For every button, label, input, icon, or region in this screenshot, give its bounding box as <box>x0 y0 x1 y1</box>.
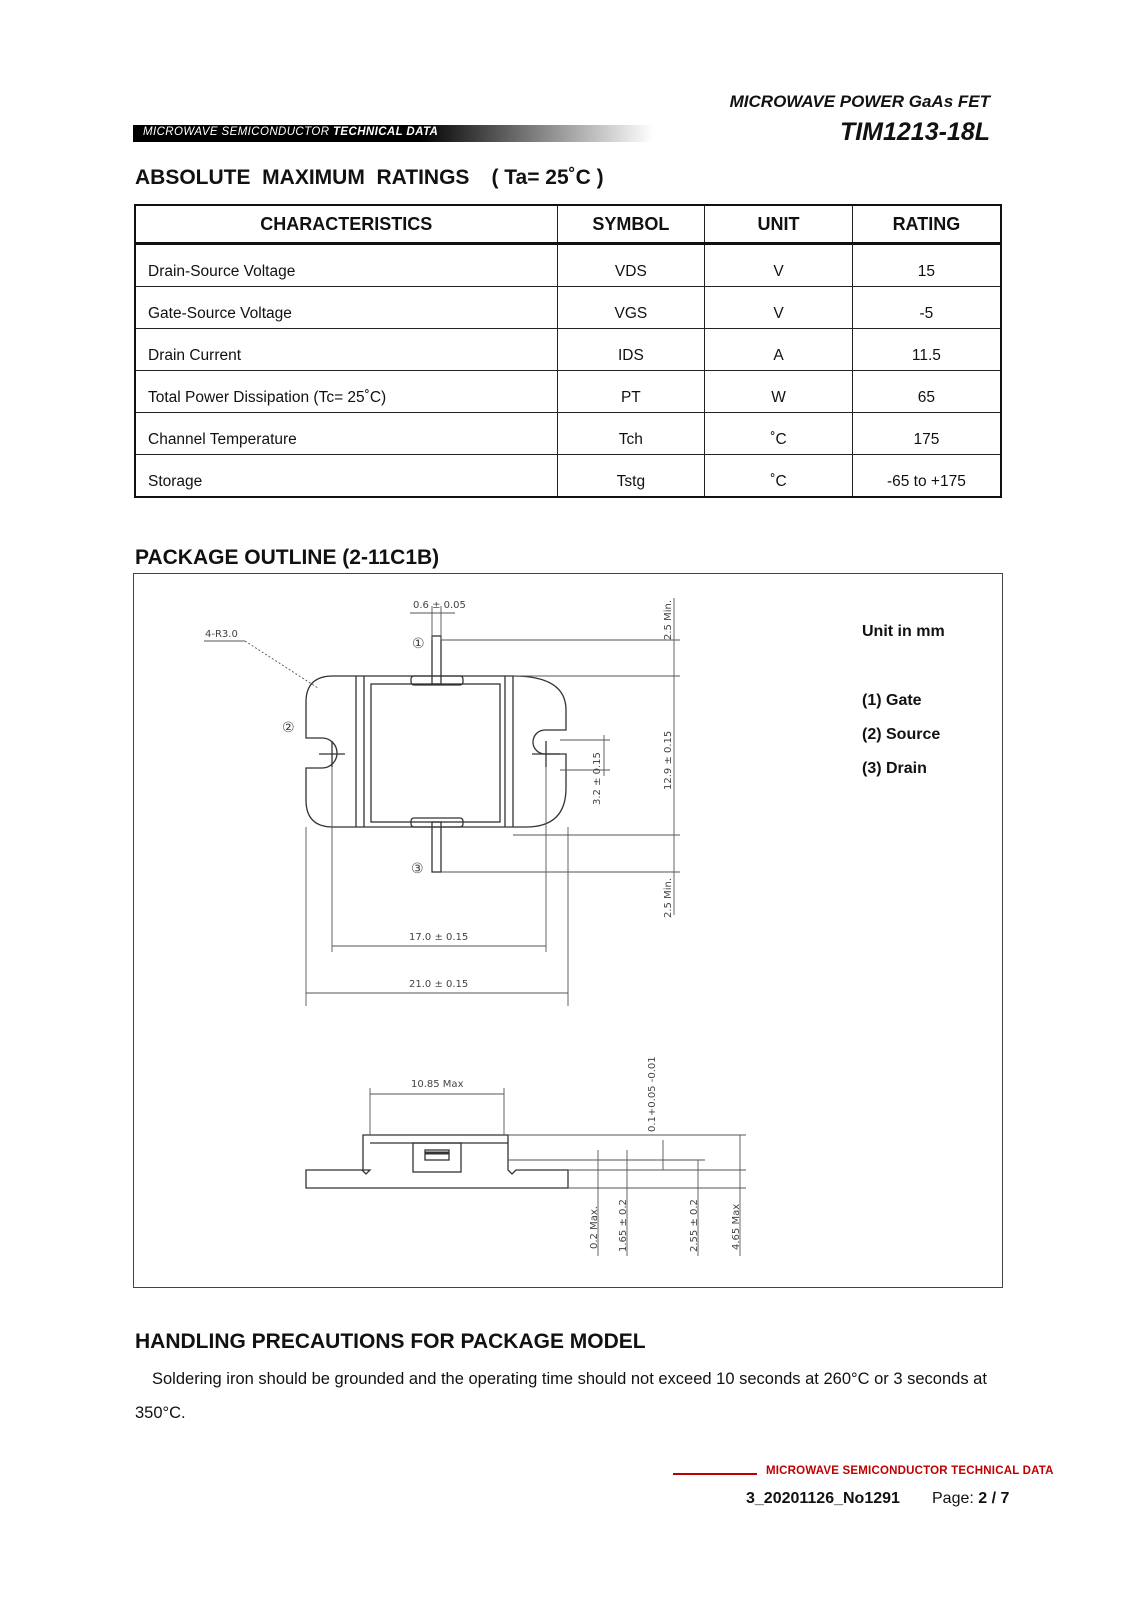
dim-side-width: 10.85 Max <box>411 1079 464 1090</box>
package-flange-outline <box>306 676 566 827</box>
handling-text: Soldering iron should be grounded and the operating time should not exceed 10 seconds at 260°C or 3 seconds at 350°C. <box>135 1370 987 1422</box>
rating-cell: -65 to +175 <box>852 455 1001 498</box>
rating-cell: 15 <box>852 244 1001 287</box>
characteristic-cell: Channel Temperature <box>135 413 557 455</box>
rating-cell: 175 <box>852 413 1001 455</box>
symbol-cell: Tch <box>557 413 705 455</box>
symbol-cell: PT <box>557 371 705 413</box>
ratings-title-text: ABSOLUTE MAXIMUM RATINGS <box>135 166 470 189</box>
dim-flange-thick: 1.65 ± 0.2 <box>618 1199 629 1252</box>
pin1-marker: ① <box>412 636 425 652</box>
header-band-text-a: MICROWAVE SEMICONDUCTOR <box>143 126 333 138</box>
unit-cell: V <box>705 287 853 329</box>
package-title: PACKAGE OUTLINE (2-11C1B) <box>135 546 440 569</box>
dim-inner-width: 17.0 ± 0.15 <box>409 932 469 943</box>
symbol-cell: Tstg <box>557 455 705 498</box>
symbol-cell: VDS <box>557 244 705 287</box>
page-label: Page: <box>932 1490 979 1507</box>
unit-cell: W <box>705 371 853 413</box>
characteristic-cell: Drain Current <box>135 329 557 371</box>
dim-total-height: 4.65 Max <box>731 1203 742 1250</box>
dim-seat: 2.55 ± 0.2 <box>689 1199 700 1252</box>
dim-outer-width: 21.0 ± 0.15 <box>409 979 469 990</box>
header-band-text-b: TECHNICAL DATA <box>333 126 439 138</box>
gate-lead <box>432 636 441 684</box>
symbol-cell: VGS <box>557 287 705 329</box>
column-header: UNIT <box>705 205 853 244</box>
product-type: MICROWAVE POWER GaAs FET <box>729 92 990 111</box>
package-lid <box>371 684 500 822</box>
column-header: CHARACTERISTICS <box>135 205 557 244</box>
dim-slot: 3.2 ± 0.15 <box>592 752 603 805</box>
unit-cell: ˚C <box>705 413 853 455</box>
dim-flange-gap: 0.2 Max. <box>589 1206 600 1249</box>
unit-cell: V <box>705 244 853 287</box>
characteristic-cell: Storage <box>135 455 557 498</box>
document-id: 3_20201126_No1291 <box>746 1490 900 1507</box>
rating-cell: 11.5 <box>852 329 1001 371</box>
pin-legend-gate: (1) Gate <box>862 692 922 709</box>
dim-body-height: 12.9 ± 0.15 <box>663 730 674 790</box>
characteristic-cell: Drain-Source Voltage <box>135 244 557 287</box>
drain-lead <box>432 822 441 872</box>
unit-note: Unit in mm <box>862 623 945 640</box>
page-number <box>932 1490 1009 1508</box>
dim-lead-width: 0.6 ± 0.05 <box>413 600 466 611</box>
rating-cell: 65 <box>852 371 1001 413</box>
pin2-marker: ② <box>282 720 295 736</box>
characteristic-cell: Gate-Source Voltage <box>135 287 557 329</box>
column-header: SYMBOL <box>557 205 705 244</box>
unit-cell: ˚C <box>705 455 853 498</box>
dim-lead-len-top: 2.5 Min. <box>663 599 674 640</box>
dim-radius: 4-R3.0 <box>205 629 238 640</box>
pin-legend-drain: (3) Drain <box>862 760 927 777</box>
footer-rule <box>673 1473 757 1475</box>
page-value: 2 / 7 <box>978 1490 1010 1507</box>
handling-title: HANDLING PRECAUTIONS FOR PACKAGE MODEL <box>135 1330 646 1353</box>
symbol-cell: IDS <box>557 329 705 371</box>
ratings-condition: ( Ta= 25˚C ) <box>491 166 604 189</box>
side-view <box>306 1135 568 1188</box>
characteristic-cell: Total Power Dissipation (Tc= 25˚C) <box>135 371 557 413</box>
footer-tag: MICROWAVE SEMICONDUCTOR TECHNICAL DATA <box>766 1465 1054 1477</box>
pin3-marker: ③ <box>411 861 424 877</box>
model-number: TIM1213-18L <box>839 118 990 146</box>
pin-legend-source: (2) Source <box>862 726 941 743</box>
unit-cell: A <box>705 329 853 371</box>
rating-cell: -5 <box>852 287 1001 329</box>
dim-lead-len-bottom: 2.5 Min. <box>663 877 674 918</box>
dim-lead-thick: 0.1+0.05 -0.01 <box>647 1056 658 1132</box>
column-header: RATING <box>852 205 1001 244</box>
